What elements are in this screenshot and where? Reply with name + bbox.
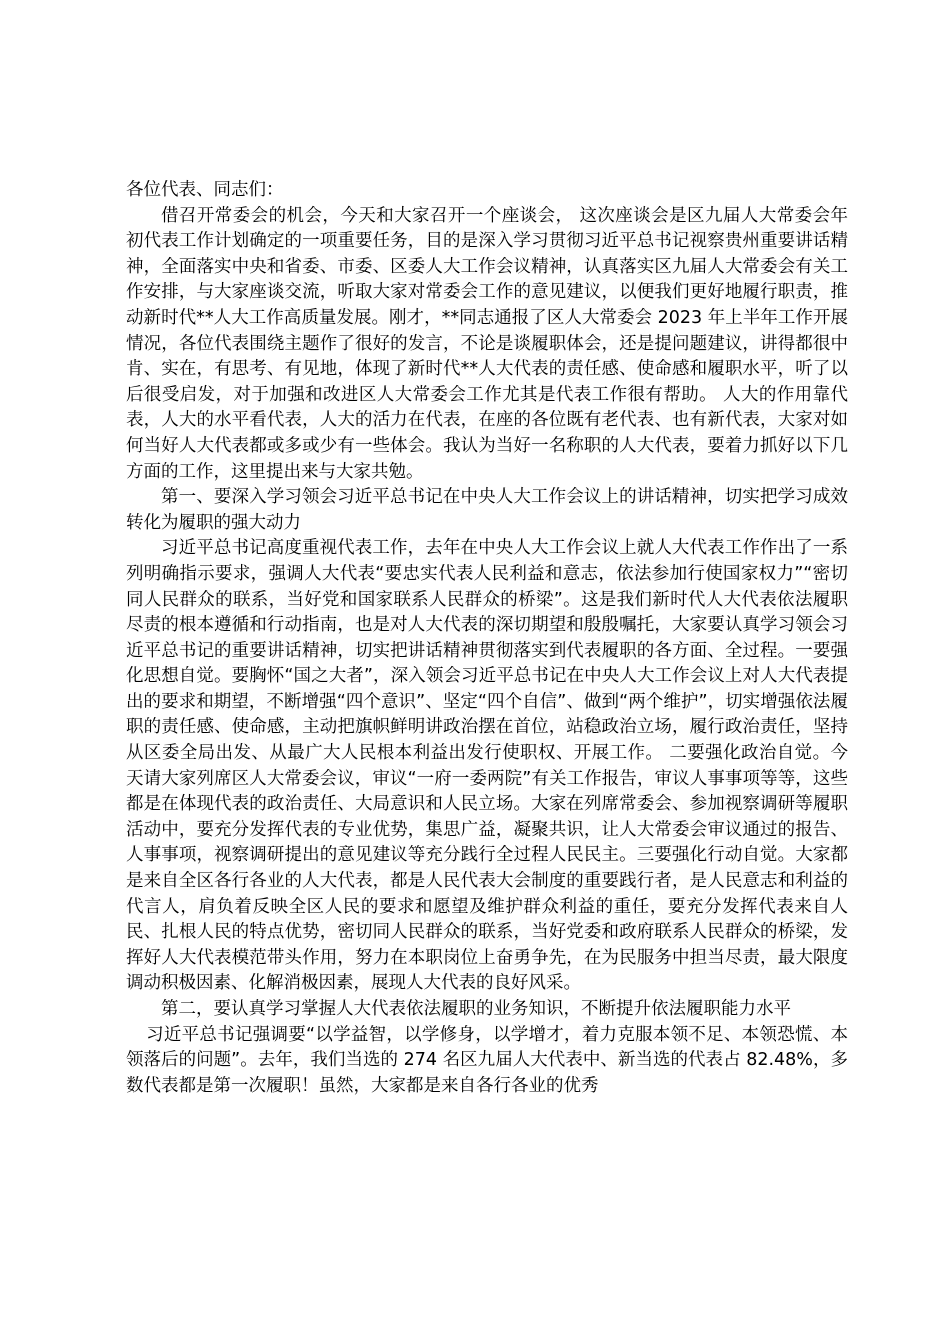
section-heading-2: 第二，要认真学习掌握人大代表依法履职的业务知识，不断提升依法履职能力水平 [161, 999, 791, 1019]
section-1-body: 习近平总书记高度重视代表工作，去年在中央人大工作会议上就人大代表工作作出了一系列明确指示要求，强调人大代表“要忠实代表人民利益和意志，依法参加行使国家权力”“密切同人民群众的联系，当好党和国家联系人民群众的桥梁”。这是我们新时代人大代表依法履职尽责的根本遵循和行动指南，也是对人大代表的深切期望和殷殷嘱托，大家要认真学习领会习近平总书记的重要讲话精神，切实把讲话精神贯彻落实到代表履职的各方面、全过程。一要强化思想自觉。要胸怀“国之大者”，深入领会习近平总书记在中央人大工作会议上对人大代表提出的要求和期望，不断增强“四个意识”、坚定“四个自信”、做到“两个维护”，切实增强依法履职的责任感、使命感，主动把旗帜鲜明讲政治摆在首位，站稳政治立场，履行政治责任，坚持从区委全局出发、从最广大人民根本利益出发行使职权、开展工作。 二要强化政治自觉。今天请大家列席区人大常委会议，审议“一府一委两院”有关工作报告，审议人事事项等等，这些都是在体现代表的政治责任、大局意识和人民立场。大家在列席常委会、参加视察调研等履职活动中，要充分发挥代表的专业优势，集思广益，凝聚共识，让人大常委会审议通过的报告、人事事项，视察调研提出的意见建议等充分践行全过程人民民主。三要强化行动自觉。大家都是来自全区各行各业的人大代表，都是人民代表大会制度的重要践行者，是人民意志和利益的代言人，肩负着反映全区人民的要求和愿望及维护群众利益的重任，要充分发挥代表来自人民、扎根人民的特点优势，密切同人民群众的联系，当好党委和政府联系人民群众的桥梁，发挥好人大代表模范带头作用，努力在本职岗位上奋勇争先，在为民服务中担当尽责，最大限度调动积极因素、化解消极因素，展现人大代表的良好风采。 [126, 538, 848, 994]
section-2-body: 习近平总书记强调要“以学益智，以学修身，以学增才，着力克服本领不足、本领恐慌、本领落后的问题”。去年，我们当选的 274 名区九届人大代表中、新当选的代表占 82.48%，多数代表都是第一次履职！虽然，大家都是来自各行各业的优秀 [126, 1024, 848, 1096]
opening-paragraph: 借召开常委会的机会，今天和大家召开一个座谈会， 这次座谈会是区九届人大常委会年初代表工作计划确定的一项重要任务，目的是深入学习贯彻习近平总书记视察贵州重要讲话精神，全面落实中央和省委、市委、区委人大工作会议精神，认真落实区九届人大常委会有关工作安排，与大家座谈交流，听取大家对常委会工作的意见建议，以便我们更好地履行职责，推动新时代**人大工作高质量发展。刚才，**同志通报了区人大常委会 2023 年上半年工作开展情况，各位代表围绕主题作了很好的发言，不论是谈履职体会，还是提问题建议，讲得都很中肯、实在，有思考、有见地，体现了新时代**人大代表的责任感、使命感和履职水平，听了以后很受启发，对于加强和改进区人大常委会工作尤其是代表工作很有帮助。 人大的作用靠代表，人大的水平看代表，人大的活力在代表，在座的各位既有老代表、也有新代表，大家对如何当好人大代表都或多或少有一些体会。我认为当好一名称职的人大代表，要着力抓好以下几方面的工作，这里提出来与大家共勉。 [126, 205, 848, 482]
salutation: 各位代表、同志们： [126, 180, 284, 200]
section-heading-1: 第一、要深入学习领会习近平总书记在中央人大工作会议上的讲话精神，切实把学习成效转化为履职的强大动力 [126, 487, 848, 533]
speech-body [126, 178, 848, 1099]
